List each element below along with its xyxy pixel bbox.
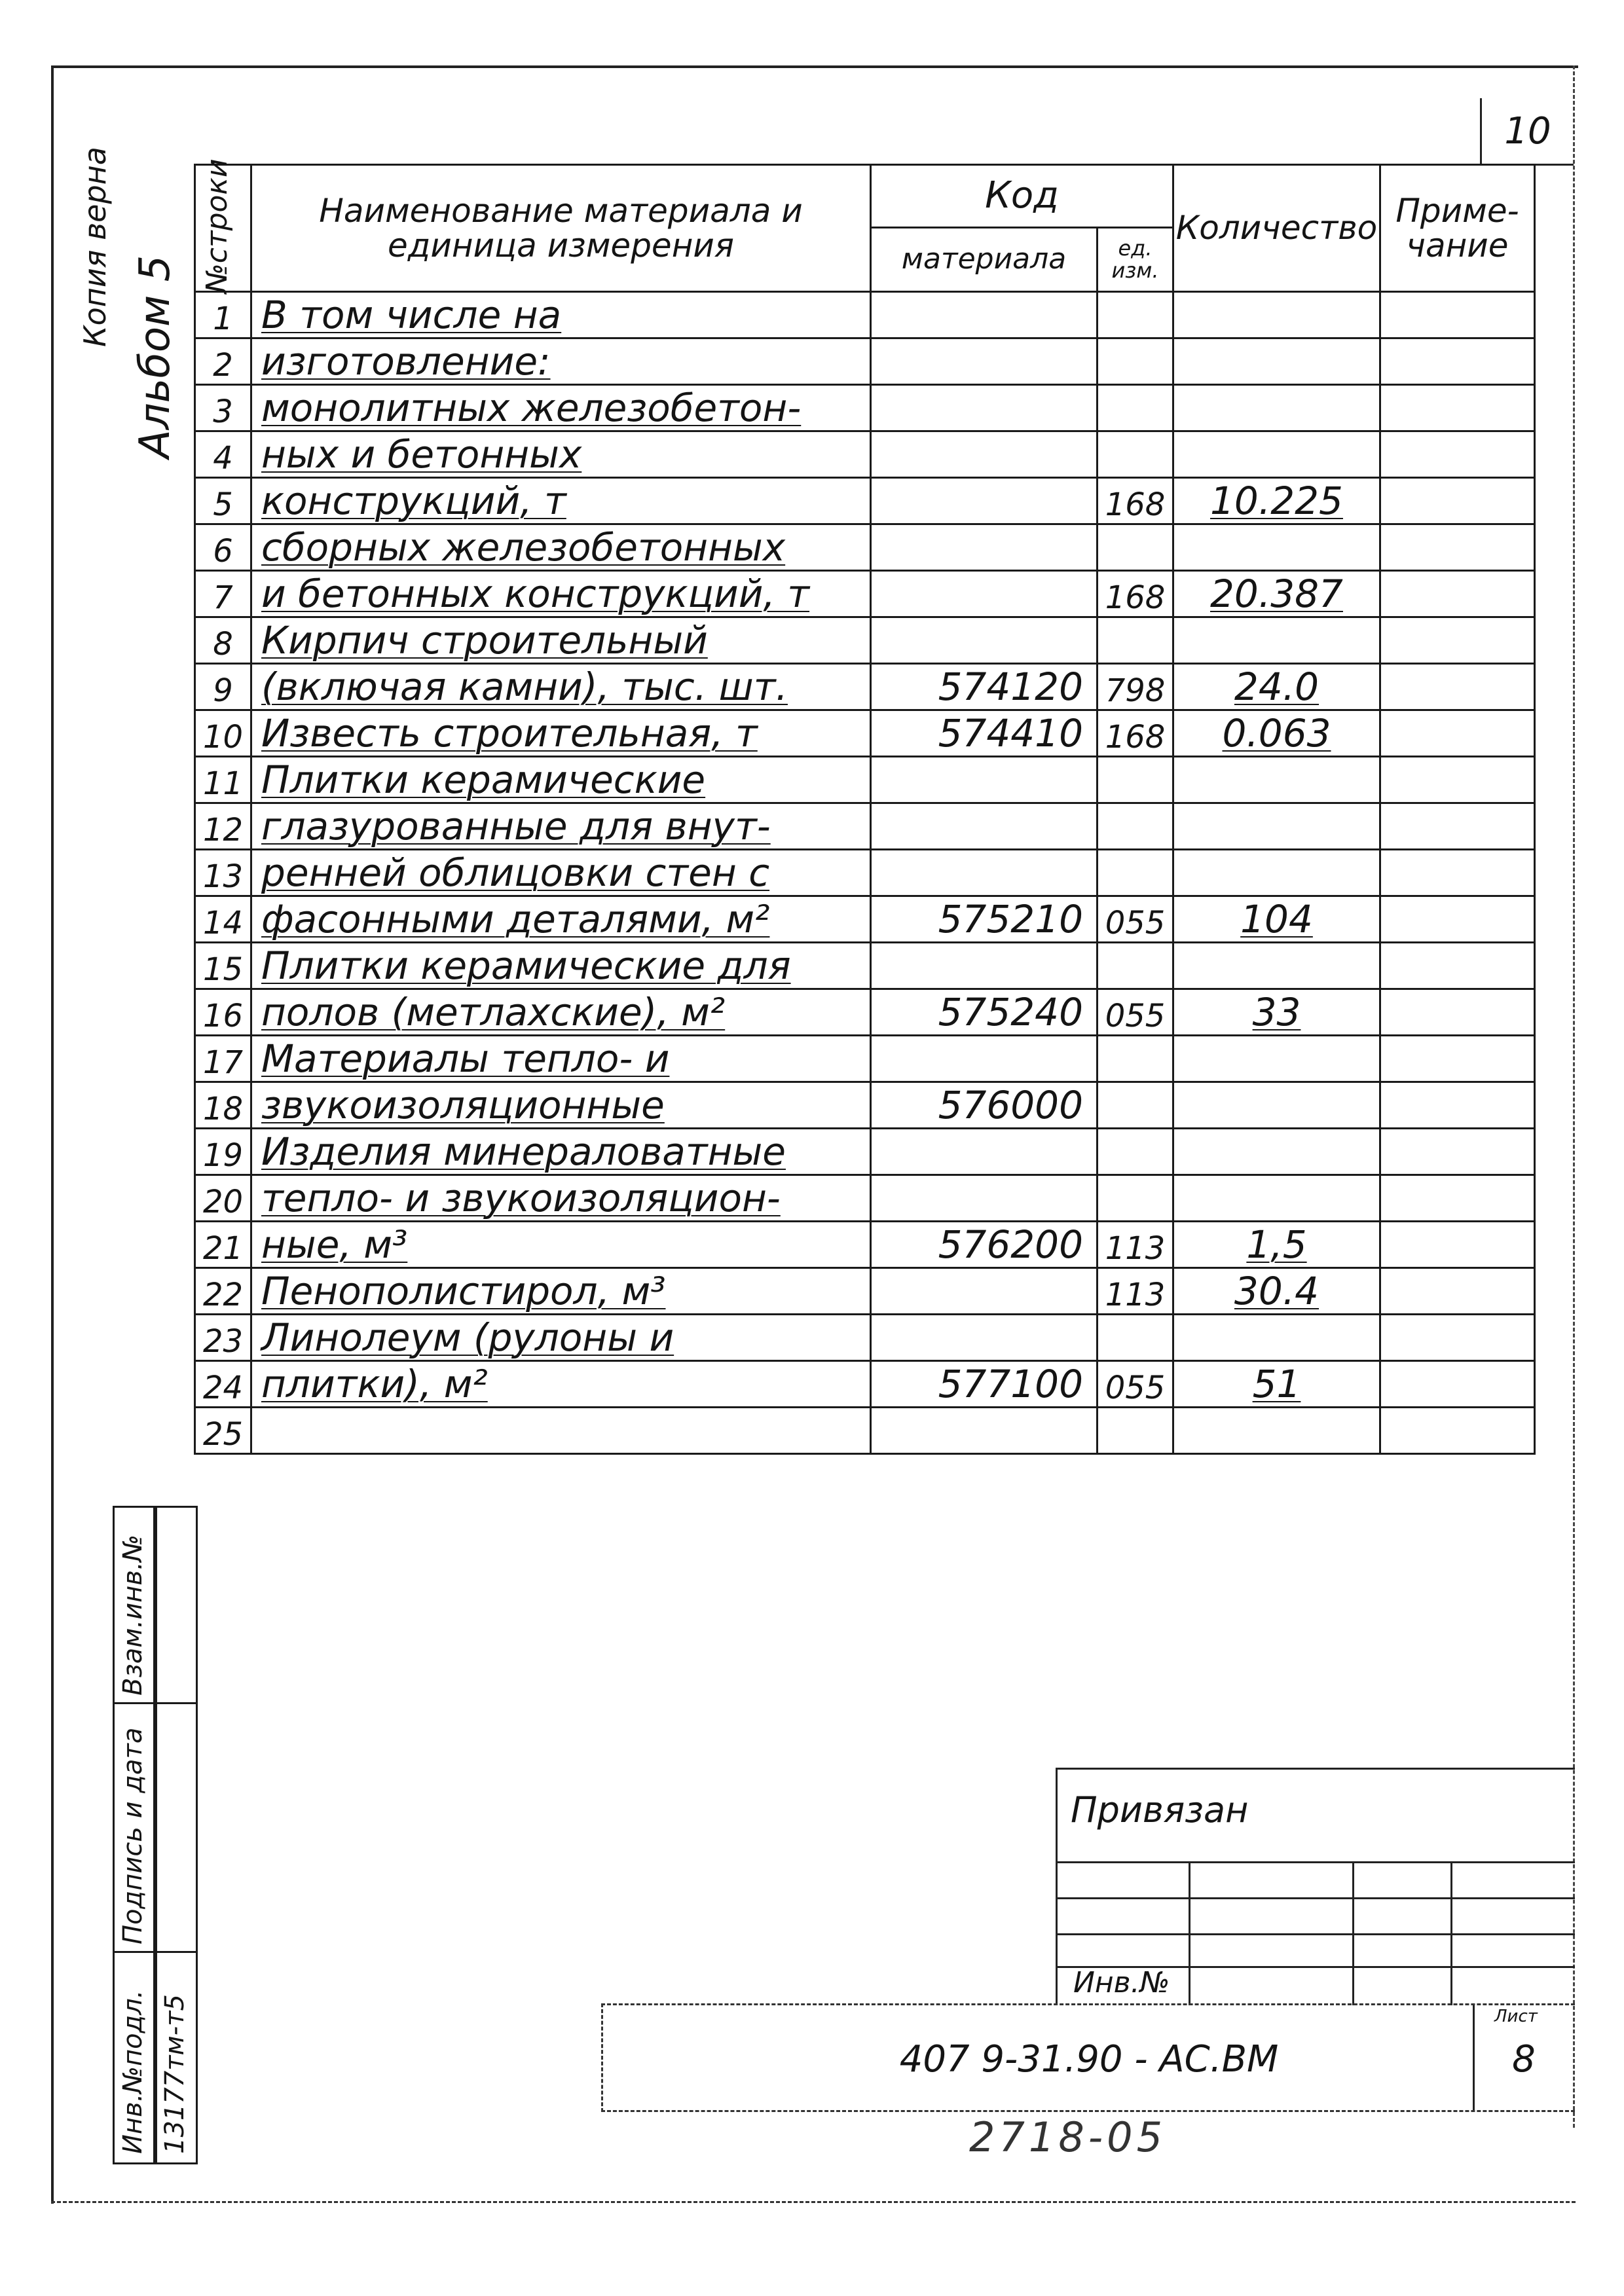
page-number: 10: [1504, 110, 1551, 153]
table-row: 7 и бетонных конструкций, т 168 20.387: [195, 571, 1535, 617]
table-row: 8 Кирпич строительный: [195, 617, 1535, 664]
header-quantity: Количество: [1173, 165, 1380, 292]
title-block: [1056, 1768, 1575, 2005]
table-row: 10 Известь строительная, т 574410 168 0.063: [195, 710, 1535, 757]
table-row: 9 (включая камни), тыс. шт. 574120 798 24.0: [195, 664, 1535, 710]
header-code: Код: [871, 165, 1173, 228]
document-code: 407 9-31.90 - АС.ВМ: [899, 2038, 1279, 2081]
document-code-box: [601, 2003, 1575, 2112]
inv-label: Инв.№: [1073, 1966, 1170, 1999]
materials-table: [194, 158, 1536, 1455]
table-row: 22 Пенополистирол, м³ 113 30.4: [195, 1268, 1535, 1315]
header-note: Приме- чание: [1380, 165, 1535, 292]
header-unit-code: ед. изм.: [1098, 228, 1173, 292]
table-row: 24 плитки), м² 577100 055 51: [195, 1361, 1535, 1408]
table-row: 4 ных и бетонных: [195, 431, 1535, 478]
table-row: 6 сборных железобетонных: [195, 524, 1535, 571]
table-row: 3 монолитных железобетон-: [195, 385, 1535, 431]
inv-orig-value: 13177тм-т5: [160, 1994, 190, 2154]
table-row: 13 ренней облицовки стен с: [195, 850, 1535, 896]
linked-label: Привязан: [1071, 1789, 1249, 1831]
header-name: Наименование материала и единица измерения: [251, 165, 871, 292]
table-row: 2 изготовление:: [195, 338, 1535, 385]
table-row: 23 Линолеум (рулоны и: [195, 1315, 1535, 1361]
table-row: 21 ные, м³ 576200 113 1,5: [195, 1222, 1535, 1268]
table-row: 19 Изделия минераловатные: [195, 1129, 1535, 1175]
sheet-cell: [1473, 2005, 1573, 2110]
table-row: 14 фасонными деталями, м² 575210 055 104: [195, 896, 1535, 943]
bottom-border: [51, 2201, 1576, 2203]
copy-certified-note: Копия верна: [77, 147, 113, 347]
inv-orig-label: Инв.№подл.: [118, 1990, 148, 2154]
page-number-box: [1480, 98, 1574, 166]
sheet-number: 8: [1512, 2038, 1536, 2081]
table-row: 25: [195, 1408, 1535, 1454]
header-row-number: №строки: [195, 165, 251, 292]
table-row: 20 тепло- и звукоизоляцион-: [195, 1175, 1535, 1222]
album-label: Альбом 5: [131, 255, 179, 458]
footer-number: 2718-05: [969, 2113, 1167, 2161]
header-material-code: материала: [871, 228, 1098, 292]
table-row: 12 глазурованные для внут-: [195, 803, 1535, 850]
sign-date-label: Подпись и дата: [118, 1727, 148, 1944]
table-row: 16 полов (метлахские), м² 575240 055 33: [195, 989, 1535, 1036]
sheet-label: Лист: [1494, 2007, 1538, 2026]
table-row: 17 Материалы тепло- и: [195, 1036, 1535, 1082]
table-row: 5 конструкций, т 168 10.225: [195, 478, 1535, 524]
table-row: 18 звукоизоляционные 576000: [195, 1082, 1535, 1129]
replace-inv-label: Взам.инв.№: [118, 1534, 148, 1696]
table-row: 11 Плитки керамические: [195, 757, 1535, 803]
table-row: 15 Плитки керамические для: [195, 943, 1535, 989]
table-row: 1 В том числе на: [195, 292, 1535, 338]
